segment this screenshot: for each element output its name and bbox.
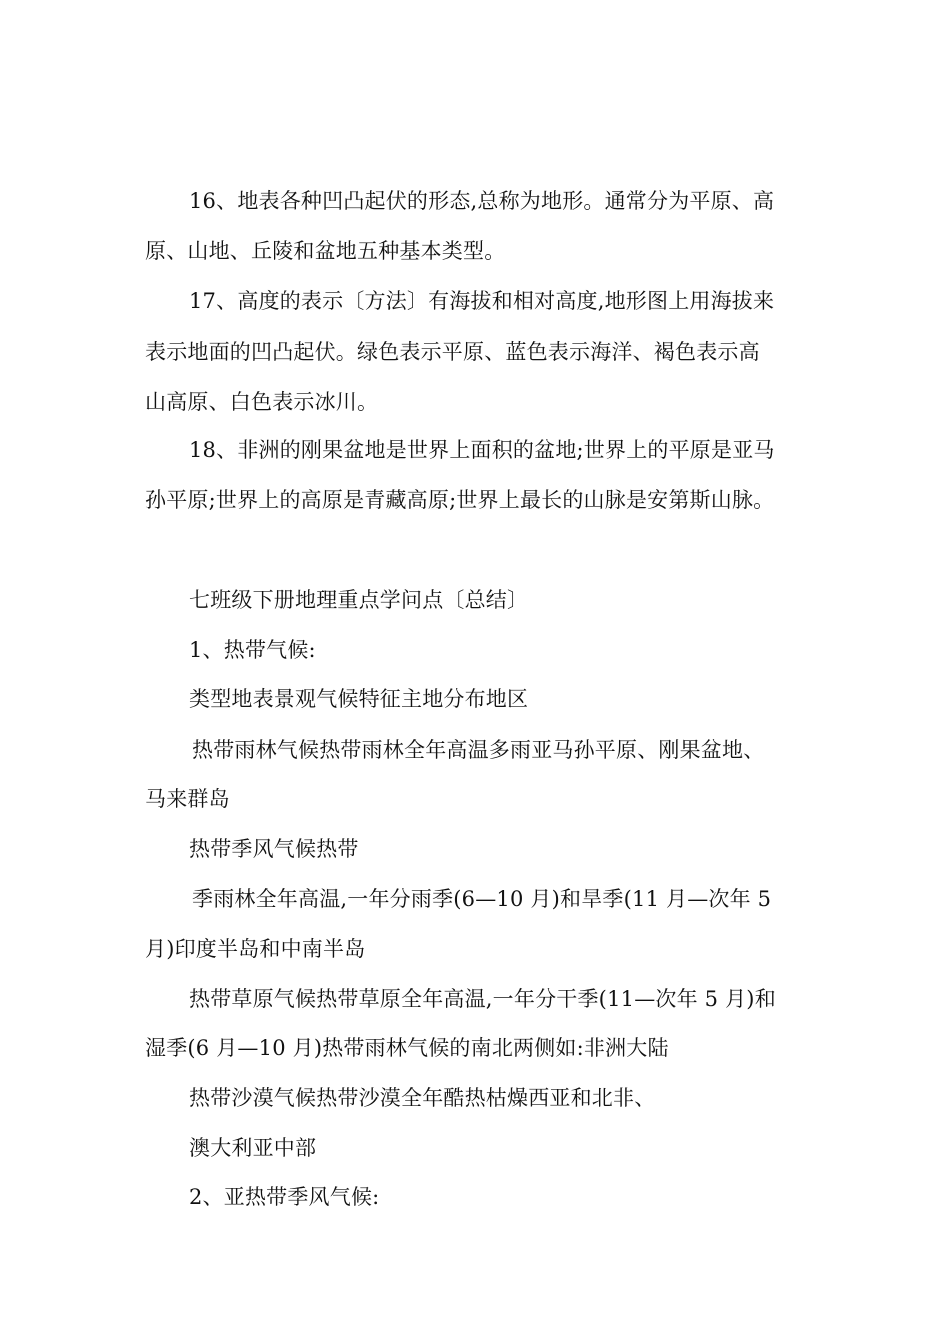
paragraph-17-line-3: 山高原、白色表示冰川。 [145, 390, 379, 414]
rainforest-line-1: 热带雨林气候热带雨林全年高温多雨亚马孙平原、刚果盆地、 [192, 738, 765, 762]
paragraph-18-line-2: 孙平原;世界上的高原是青藏高原;世界上最长的山脉是安第斯山脉。 [145, 488, 775, 512]
section-heading: 七班级下册地理重点学问点〔总结〕 [189, 588, 529, 612]
paragraph-17-line-1: 17、高度的表示〔方法〕有海拔和相对高度,地形图上用海拔来 [189, 289, 775, 313]
paragraph-18-line-1: 18、非洲的刚果盆地是世界上面积的盆地;世界上的平原是亚马 [189, 438, 775, 462]
item-1-heading: 1、热带气候: [189, 638, 316, 662]
monsoon-line-1: 热带季风气候热带 [189, 837, 359, 861]
desert-line-2: 澳大利亚中部 [189, 1136, 317, 1160]
item-2-heading: 2、亚热带季风气候: [189, 1185, 380, 1209]
savanna-line-2: 湿季(6 月—10 月)热带雨林气候的南北两侧如:非洲大陆 [145, 1036, 669, 1060]
table-header-line: 类型地表景观气候特征主地分布地区 [189, 687, 529, 711]
paragraph-16-line-1: 16、地表各种凹凸起伏的形态,总称为地形。通常分为平原、高 [189, 189, 775, 213]
monsoon-line-2: 季雨林全年高温,一年分雨季(6—10 月)和旱季(11 月—次年 5 [192, 887, 772, 911]
desert-line-1: 热带沙漠气候热带沙漠全年酷热枯燥西亚和北非、 [189, 1086, 656, 1110]
rainforest-line-2: 马来群岛 [145, 787, 230, 811]
savanna-line-1: 热带草原气候热带草原全年高温,一年分干季(11—次年 5 月)和 [189, 987, 776, 1011]
monsoon-line-3: 月)印度半岛和中南半岛 [145, 937, 366, 961]
paragraph-17-line-2: 表示地面的凹凸起伏。绿色表示平原、蓝色表示海洋、褐色表示高 [145, 340, 760, 364]
paragraph-16-line-2: 原、山地、丘陵和盆地五种基本类型。 [145, 239, 506, 263]
